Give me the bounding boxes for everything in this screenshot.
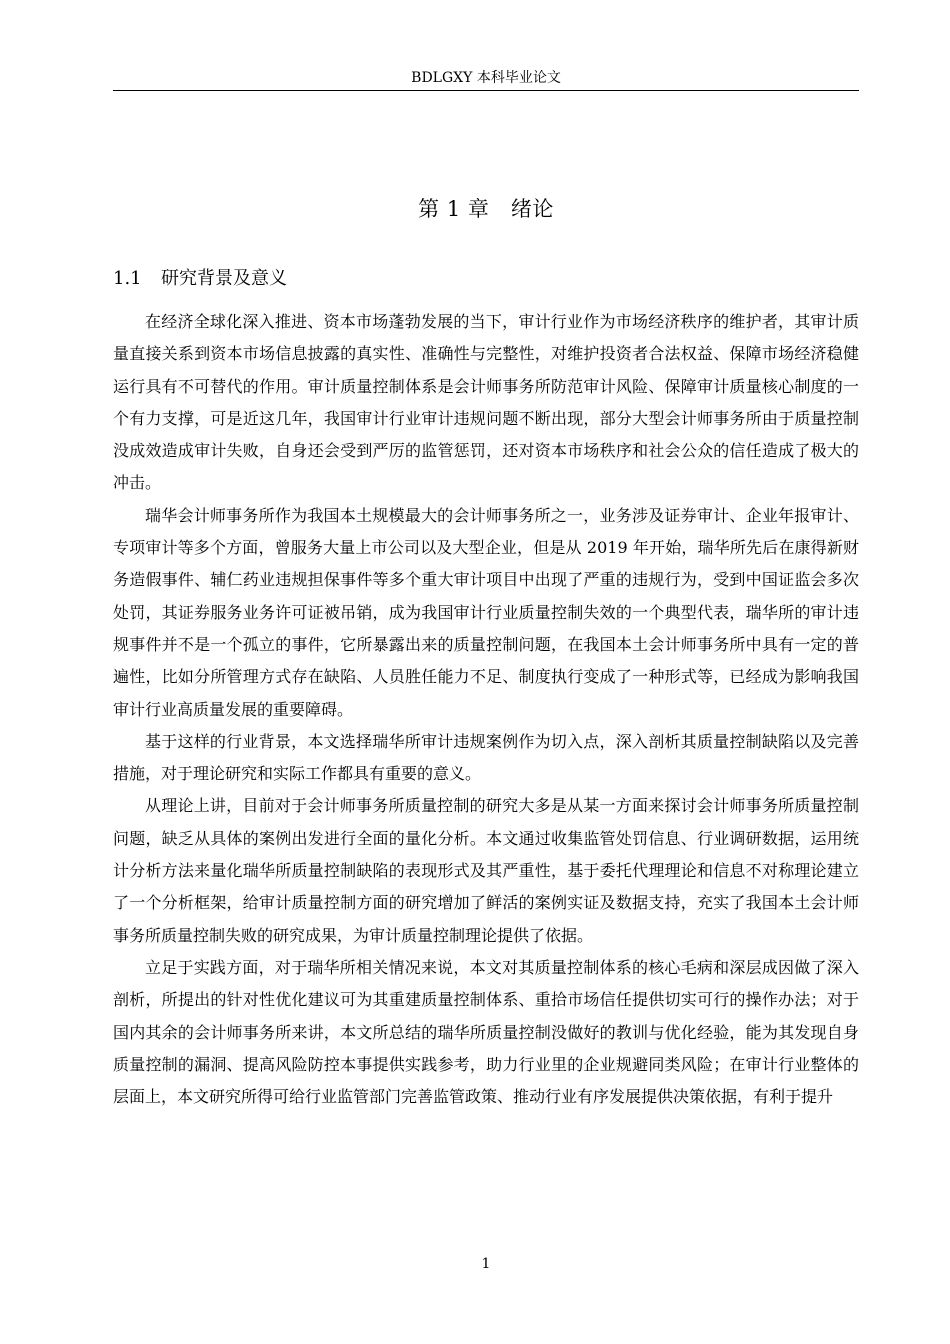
paragraph: 基于这样的行业背景，本文选择瑞华所审计违规案例作为切入点，深入剖析其质量控制缺陷以及完善措施，对于理论研究和实际工作都具有重要的意义。 xyxy=(113,731,859,784)
paragraph: 从理论上讲，目前对于会计师事务所质量控制的研究大多是从某一方面来探讨会计师事务所质量控制问题，缺乏从具体的案例出发进行全面的量化分析。本文通过收集监管处罚信息、行业调研数据，运用统计分析方法来量化瑞华所质量控制缺陷的表现形式及其严重性，基于委托代理理论和信息不对称理论建立了一个分析框架，给审计质量控制方面的研究增加了鲜活的案例实证及数据支持，充实了我国本土会计师事务所质量控制失败的研究成果，为审计质量控制理论提供了依据。 xyxy=(113,796,859,945)
page-number: 1 xyxy=(481,1256,491,1272)
section-title: 研究背景及意义 xyxy=(161,268,287,289)
body-text xyxy=(113,306,859,1113)
page-header xyxy=(113,66,859,91)
header-text: BDLGXY 本科毕业论文 xyxy=(411,70,561,86)
paragraph: 瑞华会计师事务所作为我国本土规模最大的会计师事务所之一，业务涉及证券审计、企业年报审计、专项审计等多个方面，曾服务大量上市公司以及大型企业，但是从 2019 年开始，瑞华所先后在康得新财务造假事件、辅仁药业违规担保事件等多个重大审计项目中出现了严重的违规行为，受到中国证监会多次处罚，其证券服务业务许可证被吊销，成为我国审计行业质量控制失效的一个典型代表，瑞华所的审计违规事件并不是一个孤立的事件，它所暴露出来的质量控制问题，在我国本土会计师事务所中具有一定的普遍性，比如分所管理方式存在缺陷、人员胜任能力不足、制度执行变成了一种形式等，已经成为影响我国审计行业高质量发展的重要障碍。 xyxy=(113,505,859,719)
section-number: 1.1 xyxy=(113,268,142,289)
section-heading xyxy=(113,266,287,292)
chapter-title: 第 1 章 绪论 xyxy=(418,197,554,221)
paragraph: 在经济全球化深入推进、资本市场蓬勃发展的当下，审计行业作为市场经济秩序的维护者，其审计质量直接关系到资本市场信息披露的真实性、准确性与完整性，对维护投资者合法权益、保障市场经济稳健运行具有不可替代的作用。审计质量控制体系是会计师事务所防范审计风险、保障审计质量核心制度的一个有力支撑，可是近这几年，我国审计行业审计违规问题不断出现，部分大型会计师事务所由于质量控制没成效造成审计失败，自身还会受到严厉的监管惩罚，还对资本市场秩序和社会公众的信任造成了极大的冲击。 xyxy=(113,312,859,493)
paragraph: 立足于实践方面，对于瑞华所相关情况来说，本文对其质量控制体系的核心毛病和深层成因做了深入剖析，所提出的针对性优化建议可为其重建质量控制体系、重拾市场信任提供切实可行的操作办法；对于国内其余的会计师事务所来讲，本文所总结的瑞华所质量控制没做好的教训与优化经验，能为其发现自身质量控制的漏洞、提高风险防控本事提供实践参考，助力行业里的企业规避同类风险；在审计行业整体的层面上，本文研究所得可给行业监管部门完善监管政策、推动行业有序发展提供决策依据，有利于提升 xyxy=(113,957,859,1107)
